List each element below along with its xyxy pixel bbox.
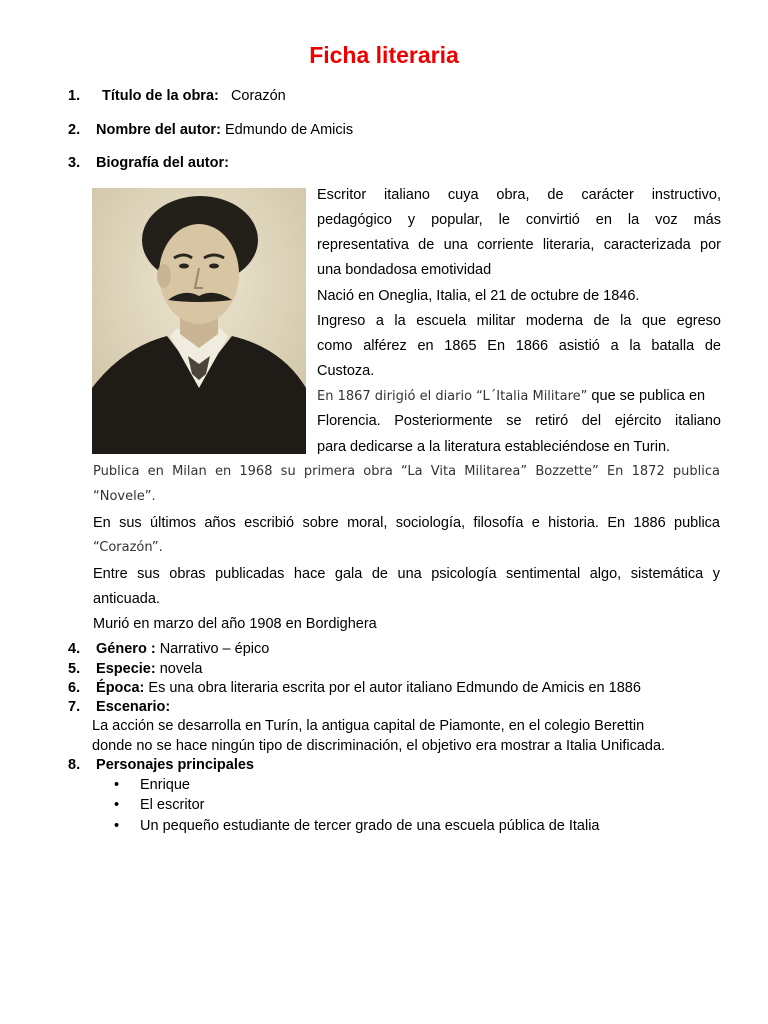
item-genero: 4. Género : Narrativo – épico (68, 641, 270, 657)
item-titulo-label: Título de la obra: (102, 88, 219, 104)
bio-line-5: Nació en Oneglia, Italia, el 21 de octubre de 1846. (317, 288, 640, 304)
bio-line-1: Escritor italiano cuya obra, de carácter instructivo, (317, 187, 721, 203)
item-titulo: 1. Título de la obra: Corazón (68, 88, 286, 104)
bio-line-9a: En 1867 dirigió el diario “L´Italia Militare” (317, 389, 588, 404)
item-epoca: 6. Época: Es una obra literaria escrita por el autor italiano Edmundo de Amicis en 1886 (68, 680, 641, 696)
item-escenario-label: Escenario: (96, 699, 171, 715)
bio-full-3a: Entre sus obras publicadas hace gala de una psicología sentimental algo, sistemática y (93, 566, 720, 582)
item-epoca-value: Es una obra literaria escrita por el autor italiano Edmundo de Amicis en 1886 (148, 680, 641, 696)
item-especie: 5. Especie: novela (68, 661, 203, 677)
bio-line-9b: que se publica en (587, 388, 706, 404)
author-portrait (92, 188, 306, 454)
list-item: • Enrique (114, 777, 190, 793)
bullet-icon: • (114, 777, 120, 793)
bullet-icon: • (114, 797, 120, 813)
item-especie-value: novela (159, 661, 203, 677)
item-biografia: 3. Biografía del autor: (68, 155, 229, 171)
list-item: • El escritor (114, 797, 205, 813)
item-autor: 2. Nombre del autor: Edmundo de Amicis (68, 122, 354, 138)
item-personajes: 8. Personajes principales (68, 757, 254, 773)
item-escenario: 7. Escenario: (68, 699, 171, 715)
item-biografia-label: Biografía del autor: (96, 155, 229, 171)
list-item: • Un pequeño estudiante de tercer grado de una escuela pública de Italia (114, 818, 600, 834)
item-especie-label: Especie: (96, 661, 156, 677)
bio-line-11: para dedicarse a la literatura estableciéndose en Turin. (317, 439, 671, 455)
item-genero-label: Género : (96, 641, 156, 657)
bio-line-7: como alférez en 1865 En 1866 asistió a la batalla de (317, 338, 721, 354)
bio-line-9 (317, 388, 705, 404)
escenario-line-1: La acción se desarrolla en Turín, la antigua capital de Piamonte, en el colegio Berettin (92, 718, 645, 734)
escenario-line-2: donde no se hace ningún tipo de discriminación, el objetivo era mostrar a Italia Unificada. (92, 738, 666, 754)
bio-full-3b: anticuada. (93, 591, 160, 607)
item-epoca-label: Época: (96, 680, 145, 696)
bio-line-4: una bondadosa emotividad (317, 262, 492, 278)
bio-full-4: Murió en marzo del año 1908 en Bordighera (93, 616, 377, 632)
bio-line-6: Ingreso a la escuela militar moderna de la que egreso (317, 313, 721, 329)
bio-full-1b: “Novele”. (93, 489, 156, 504)
bio-full-2b: “Corazón”. (93, 540, 163, 555)
bio-line-8: Custoza. (317, 363, 375, 379)
item-autor-label: Nombre del autor: (96, 122, 221, 138)
item-autor-value: Edmundo de Amicis (224, 122, 354, 138)
bio-line-2: pedagógico y popular, le convirtió en la voz más (317, 212, 721, 228)
bio-line-3: representativa de una corriente literaria, caracterizada por (317, 237, 721, 253)
page-title: Ficha literaria (309, 42, 459, 68)
item-genero-value: Narrativo – épico (159, 641, 270, 657)
item-personajes-label: Personajes principales (96, 757, 254, 773)
bio-full-2a: En sus últimos años escribió sobre moral, sociología, filosofía e historia. En 1886 publica (93, 515, 720, 531)
bullet-icon: • (114, 818, 120, 834)
bio-line-10: Florencia. Posteriormente se retiró del ejército italiano (317, 413, 721, 429)
bio-full-1a: Publica en Milan en 1968 su primera obra “La Vita Militarea” Bozzette” En 1872 publica (93, 464, 720, 479)
item-titulo-value: Corazón (230, 88, 286, 104)
